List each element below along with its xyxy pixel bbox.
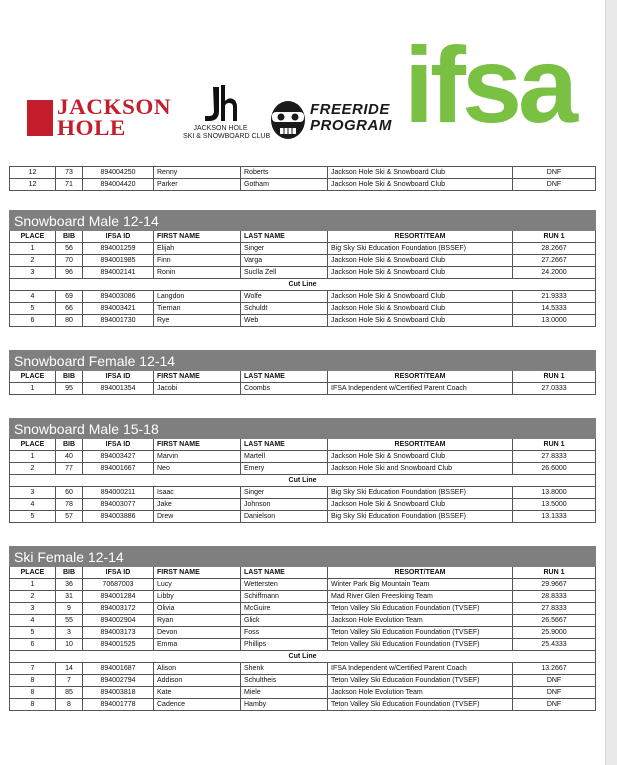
- resort-team-cell: Teton Valley Ski Education Foundation (TVSEF): [328, 639, 513, 651]
- resort-team-cell: Teton Valley Ski Education Foundation (TVSEF): [328, 699, 513, 711]
- ifsa-id-cell: 894001667: [83, 463, 154, 475]
- jackson-hole-logo: [27, 96, 177, 142]
- bib-cell: 85: [56, 687, 83, 699]
- last-name-cell: McGuire: [241, 603, 328, 615]
- bib-cell: 10: [56, 639, 83, 651]
- ifsa-id-cell: 894001354: [83, 383, 154, 395]
- bib-cell: 40: [56, 451, 83, 463]
- place-cell: 5: [10, 511, 56, 523]
- section-ski-female-12-14: [9, 546, 596, 711]
- last-name-cell: Glick: [241, 615, 328, 627]
- bib-cell: 95: [56, 383, 83, 395]
- table-row: [10, 699, 596, 711]
- last-name-cell: Gotham: [241, 179, 328, 191]
- cut-line-label: Cut Line: [10, 651, 596, 663]
- resort-team-cell: Jackson Hole Evolution Team: [328, 615, 513, 627]
- section-snowboard-male-15-18: [9, 418, 596, 523]
- resort-team-cell: Teton Valley Ski Education Foundation (TVSEF): [328, 627, 513, 639]
- bucking-horse-icon: [27, 100, 53, 136]
- run-1-cell: 13.5000: [513, 499, 596, 511]
- table-row: [10, 579, 596, 591]
- resort-team-header: RESORT/TEAM: [328, 439, 513, 451]
- table-row: [10, 627, 596, 639]
- resort-team-cell: Big Sky Ski Education Foundation (BSSEF): [328, 243, 513, 255]
- resort-team-cell: Jackson Hole Ski & Snowboard Club: [328, 255, 513, 267]
- last-name-cell: Martell: [241, 451, 328, 463]
- first-name-cell: Jake: [154, 499, 241, 511]
- jh-monogram-icon: [183, 83, 258, 125]
- ifsa-id-cell: 894001985: [83, 255, 154, 267]
- bib-header: BIB: [56, 371, 83, 383]
- club-name: JACKSON HOLE SKI & SNOWBOARD CLUB: [183, 125, 271, 140]
- first-name-header: FIRST NAME: [154, 439, 241, 451]
- run-1-cell: 13.2667: [513, 663, 596, 675]
- cut-line-row: [10, 475, 596, 487]
- place-header: PLACE: [10, 231, 56, 243]
- place-cell: 5: [10, 303, 56, 315]
- last-name-cell: Danielson: [241, 511, 328, 523]
- last-name-cell: Suclla Zell: [241, 267, 328, 279]
- column-header-row: [10, 231, 596, 243]
- bib-cell: 31: [56, 591, 83, 603]
- ifsa-id-cell: 894003173: [83, 627, 154, 639]
- resort-team-cell: Jackson Hole Ski & Snowboard Club: [328, 451, 513, 463]
- last-name-header: LAST NAME: [241, 439, 328, 451]
- section-title: Snowboard Female 12-14: [10, 351, 596, 371]
- table-row: [10, 591, 596, 603]
- ifsa-id-cell: 894003086: [83, 291, 154, 303]
- resort-team-cell: Jackson Hole Evolution Team: [328, 687, 513, 699]
- last-name-cell: Hamby: [241, 699, 328, 711]
- last-name-cell: Emery: [241, 463, 328, 475]
- first-name-cell: Addison: [154, 675, 241, 687]
- ifsa-id-cell: 894001525: [83, 639, 154, 651]
- table-row: [10, 463, 596, 475]
- ifsa-id-cell: 894003427: [83, 451, 154, 463]
- table-row: [10, 675, 596, 687]
- ifsa-id-cell: 894002904: [83, 615, 154, 627]
- table-row: [10, 687, 596, 699]
- section-title-row: [10, 419, 596, 439]
- place-cell: 4: [10, 291, 56, 303]
- ifsa-id-cell: 894004250: [83, 167, 154, 179]
- cut-line-row: [10, 279, 596, 291]
- bib-cell: 96: [56, 267, 83, 279]
- jackson-hole-wordmark: JACKSON HOLE: [57, 94, 172, 140]
- place-cell: 1: [10, 579, 56, 591]
- bib-cell: 56: [56, 243, 83, 255]
- bib-cell: 60: [56, 487, 83, 499]
- section-title: Ski Female 12-14: [10, 547, 596, 567]
- carryover-table: [9, 166, 596, 191]
- ski-club-logo: [183, 83, 271, 148]
- run-1-cell: 21.9333: [513, 291, 596, 303]
- first-name-cell: Tiernan: [154, 303, 241, 315]
- place-cell: 3: [10, 603, 56, 615]
- place-cell: 6: [10, 639, 56, 651]
- run-1-cell: 28.8333: [513, 591, 596, 603]
- page-edge: [605, 0, 617, 765]
- ifsa-logo: ifsa: [404, 24, 575, 145]
- run-1-cell: 13.1333: [513, 511, 596, 523]
- ifsa-id-cell: 894001259: [83, 243, 154, 255]
- section-snowboard-male-12-14: [9, 210, 596, 327]
- section-snowboard-female-12-14: [9, 350, 596, 395]
- last-name-cell: Web: [241, 315, 328, 327]
- place-header: PLACE: [10, 439, 56, 451]
- freeride-wordmark: FREERIDE PROGRAM: [310, 101, 392, 134]
- bib-cell: 70: [56, 255, 83, 267]
- last-name-cell: Singer: [241, 487, 328, 499]
- last-name-cell: Wolfe: [241, 291, 328, 303]
- place-cell: 12: [10, 179, 56, 191]
- ifsa-id-cell: 894003818: [83, 687, 154, 699]
- place-cell: 2: [10, 591, 56, 603]
- table-row: [10, 663, 596, 675]
- last-name-cell: Varga: [241, 255, 328, 267]
- run-1-cell: 25.4333: [513, 639, 596, 651]
- run-1-cell: 24.2000: [513, 267, 596, 279]
- cut-line-label: Cut Line: [10, 279, 596, 291]
- bib-cell: 73: [56, 167, 83, 179]
- run-1-cell: 26.5667: [513, 615, 596, 627]
- run-1-cell: 25.9000: [513, 627, 596, 639]
- ifsa-id-cell: 894003886: [83, 511, 154, 523]
- ifsa-id-header: IFSA ID: [83, 231, 154, 243]
- place-header: PLACE: [10, 567, 56, 579]
- place-cell: 2: [10, 463, 56, 475]
- run-1-cell: 14.5333: [513, 303, 596, 315]
- ifsa-id-cell: 894001730: [83, 315, 154, 327]
- column-header-row: [10, 371, 596, 383]
- bib-cell: 66: [56, 303, 83, 315]
- ifsa-id-header: IFSA ID: [83, 567, 154, 579]
- resort-team-cell: Big Sky Ski Education Foundation (BSSEF): [328, 511, 513, 523]
- first-name-cell: Lucy: [154, 579, 241, 591]
- bib-cell: 3: [56, 627, 83, 639]
- section-title: Snowboard Male 12-14: [10, 211, 596, 231]
- resort-team-cell: IFSA Independent w/Certified Parent Coach: [328, 663, 513, 675]
- run-1-header: RUN 1: [513, 371, 596, 383]
- resort-team-cell: Jackson Hole Ski & Snowboard Club: [328, 291, 513, 303]
- last-name-cell: Phillips: [241, 639, 328, 651]
- resort-team-header: RESORT/TEAM: [328, 371, 513, 383]
- bib-cell: 69: [56, 291, 83, 303]
- bib-cell: 8: [56, 699, 83, 711]
- bib-header: BIB: [56, 231, 83, 243]
- ifsa-id-cell: 894000211: [83, 487, 154, 499]
- run-1-cell: 29.9667: [513, 579, 596, 591]
- skull-goggles-icon: [268, 98, 308, 142]
- cut-line-row: [10, 651, 596, 663]
- first-name-cell: Renny: [154, 167, 241, 179]
- last-name-cell: Schuldt: [241, 303, 328, 315]
- last-name-cell: Singer: [241, 243, 328, 255]
- run-1-header: RUN 1: [513, 567, 596, 579]
- run-1-cell: DNF: [513, 687, 596, 699]
- place-cell: 6: [10, 315, 56, 327]
- resort-team-cell: Jackson Hole Ski & Snowboard Club: [328, 167, 513, 179]
- run-1-cell: DNF: [513, 699, 596, 711]
- run-1-header: RUN 1: [513, 439, 596, 451]
- resort-team-cell: Jackson Hole Ski & Snowboard Club: [328, 179, 513, 191]
- bib-header: BIB: [56, 439, 83, 451]
- bib-cell: 14: [56, 663, 83, 675]
- first-name-cell: Rye: [154, 315, 241, 327]
- run-1-cell: 28.2667: [513, 243, 596, 255]
- ifsa-id-cell: 894002141: [83, 267, 154, 279]
- first-name-cell: Kate: [154, 687, 241, 699]
- run-1-cell: 13.0000: [513, 315, 596, 327]
- last-name-cell: Johnson: [241, 499, 328, 511]
- ifsa-id-cell: 894003421: [83, 303, 154, 315]
- last-name-header: LAST NAME: [241, 567, 328, 579]
- table-row: [10, 511, 596, 523]
- run-1-cell: 27.2667: [513, 255, 596, 267]
- bib-header: BIB: [56, 567, 83, 579]
- resort-team-cell: Jackson Hole Ski & Snowboard Club: [328, 499, 513, 511]
- place-cell: 3: [10, 487, 56, 499]
- resort-team-header: RESORT/TEAM: [328, 567, 513, 579]
- table-row: [10, 383, 596, 395]
- first-name-cell: Ronin: [154, 267, 241, 279]
- run-1-cell: DNF: [513, 179, 596, 191]
- first-name-cell: Langdon: [154, 291, 241, 303]
- place-cell: 8: [10, 675, 56, 687]
- first-name-cell: Neo: [154, 463, 241, 475]
- ifsa-id-cell: 894001778: [83, 699, 154, 711]
- ifsa-id-cell: 894002794: [83, 675, 154, 687]
- table-row: [10, 603, 596, 615]
- section-title-row: [10, 547, 596, 567]
- last-name-cell: Roberts: [241, 167, 328, 179]
- place-cell: 1: [10, 451, 56, 463]
- resort-team-header: RESORT/TEAM: [328, 231, 513, 243]
- first-name-header: FIRST NAME: [154, 231, 241, 243]
- table-row: [10, 615, 596, 627]
- first-name-cell: Devon: [154, 627, 241, 639]
- place-cell: 3: [10, 267, 56, 279]
- bib-cell: 36: [56, 579, 83, 591]
- place-cell: 8: [10, 699, 56, 711]
- logo-banner: [0, 0, 606, 160]
- last-name-cell: Miele: [241, 687, 328, 699]
- resort-team-cell: Winter Park Big Mountain Team: [328, 579, 513, 591]
- first-name-header: FIRST NAME: [154, 371, 241, 383]
- last-name-header: LAST NAME: [241, 231, 328, 243]
- bib-cell: 77: [56, 463, 83, 475]
- first-name-cell: Elijah: [154, 243, 241, 255]
- table-row: [10, 167, 596, 179]
- table-row: [10, 303, 596, 315]
- ifsa-id-header: IFSA ID: [83, 439, 154, 451]
- resort-team-cell: Jackson Hole Ski & Snowboard Club: [328, 315, 513, 327]
- bib-cell: 55: [56, 615, 83, 627]
- first-name-cell: Isaac: [154, 487, 241, 499]
- run-1-cell: 13.8000: [513, 487, 596, 499]
- column-header-row: [10, 567, 596, 579]
- bib-cell: 78: [56, 499, 83, 511]
- resort-team-cell: Jackson Hole Ski & Snowboard Club: [328, 267, 513, 279]
- column-header-row: [10, 439, 596, 451]
- bib-cell: 80: [56, 315, 83, 327]
- table-row: [10, 499, 596, 511]
- bib-cell: 7: [56, 675, 83, 687]
- first-name-cell: Ryan: [154, 615, 241, 627]
- resort-team-cell: Mad River Glen Freeskiing Team: [328, 591, 513, 603]
- last-name-cell: Wettersten: [241, 579, 328, 591]
- freeride-program-logo: [268, 96, 392, 146]
- ifsa-id-cell: 894003172: [83, 603, 154, 615]
- table-row: [10, 291, 596, 303]
- first-name-cell: Finn: [154, 255, 241, 267]
- resort-team-cell: Teton Valley Ski Education Foundation (TVSEF): [328, 603, 513, 615]
- place-cell: 2: [10, 255, 56, 267]
- resort-team-cell: IFSA Independent w/Certified Parent Coach: [328, 383, 513, 395]
- ifsa-id-cell: 894001687: [83, 663, 154, 675]
- first-name-cell: Drew: [154, 511, 241, 523]
- ifsa-id-cell: 894001284: [83, 591, 154, 603]
- run-1-cell: 27.0333: [513, 383, 596, 395]
- bib-cell: 71: [56, 179, 83, 191]
- ifsa-id-cell: 70687003: [83, 579, 154, 591]
- run-1-cell: DNF: [513, 675, 596, 687]
- last-name-cell: Coombs: [241, 383, 328, 395]
- run-1-cell: DNF: [513, 167, 596, 179]
- table-row: [10, 315, 596, 327]
- table-row: [10, 267, 596, 279]
- first-name-cell: Alison: [154, 663, 241, 675]
- run-1-cell: 27.8333: [513, 603, 596, 615]
- run-1-cell: 26.6000: [513, 463, 596, 475]
- ifsa-id-cell: 894003077: [83, 499, 154, 511]
- cut-line-label: Cut Line: [10, 475, 596, 487]
- run-1-header: RUN 1: [513, 231, 596, 243]
- last-name-cell: Foss: [241, 627, 328, 639]
- section-title-row: [10, 351, 596, 371]
- section-title: Snowboard Male 15-18: [10, 419, 596, 439]
- place-cell: 12: [10, 167, 56, 179]
- first-name-cell: Cadence: [154, 699, 241, 711]
- table-row: [10, 255, 596, 267]
- place-cell: 1: [10, 383, 56, 395]
- place-cell: 4: [10, 499, 56, 511]
- place-cell: 7: [10, 663, 56, 675]
- ifsa-id-header: IFSA ID: [83, 371, 154, 383]
- resort-team-cell: Teton Valley Ski Education Foundation (TVSEF): [328, 675, 513, 687]
- first-name-cell: Emma: [154, 639, 241, 651]
- first-name-cell: Libby: [154, 591, 241, 603]
- place-header: PLACE: [10, 371, 56, 383]
- bib-cell: 57: [56, 511, 83, 523]
- place-cell: 5: [10, 627, 56, 639]
- table-row: [10, 487, 596, 499]
- place-cell: 4: [10, 615, 56, 627]
- last-name-cell: Shenk: [241, 663, 328, 675]
- table-row: [10, 179, 596, 191]
- run-1-cell: 27.8333: [513, 451, 596, 463]
- last-name-cell: Schultheis: [241, 675, 328, 687]
- first-name-cell: Marvin: [154, 451, 241, 463]
- place-cell: 8: [10, 687, 56, 699]
- last-name-cell: Schiffmann: [241, 591, 328, 603]
- first-name-cell: Olivia: [154, 603, 241, 615]
- ifsa-id-cell: 894004420: [83, 179, 154, 191]
- table-row: [10, 243, 596, 255]
- table-row: [10, 451, 596, 463]
- section-title-row: [10, 211, 596, 231]
- first-name-cell: Parker: [154, 179, 241, 191]
- resort-team-cell: Jackson Hole Ski and Snowboard Club: [328, 463, 513, 475]
- resort-team-cell: Big Sky Ski Education Foundation (BSSEF): [328, 487, 513, 499]
- resort-team-cell: Jackson Hole Ski & Snowboard Club: [328, 303, 513, 315]
- first-name-header: FIRST NAME: [154, 567, 241, 579]
- last-name-header: LAST NAME: [241, 371, 328, 383]
- table-row: [10, 639, 596, 651]
- place-cell: 1: [10, 243, 56, 255]
- bib-cell: 9: [56, 603, 83, 615]
- first-name-cell: Jacobi: [154, 383, 241, 395]
